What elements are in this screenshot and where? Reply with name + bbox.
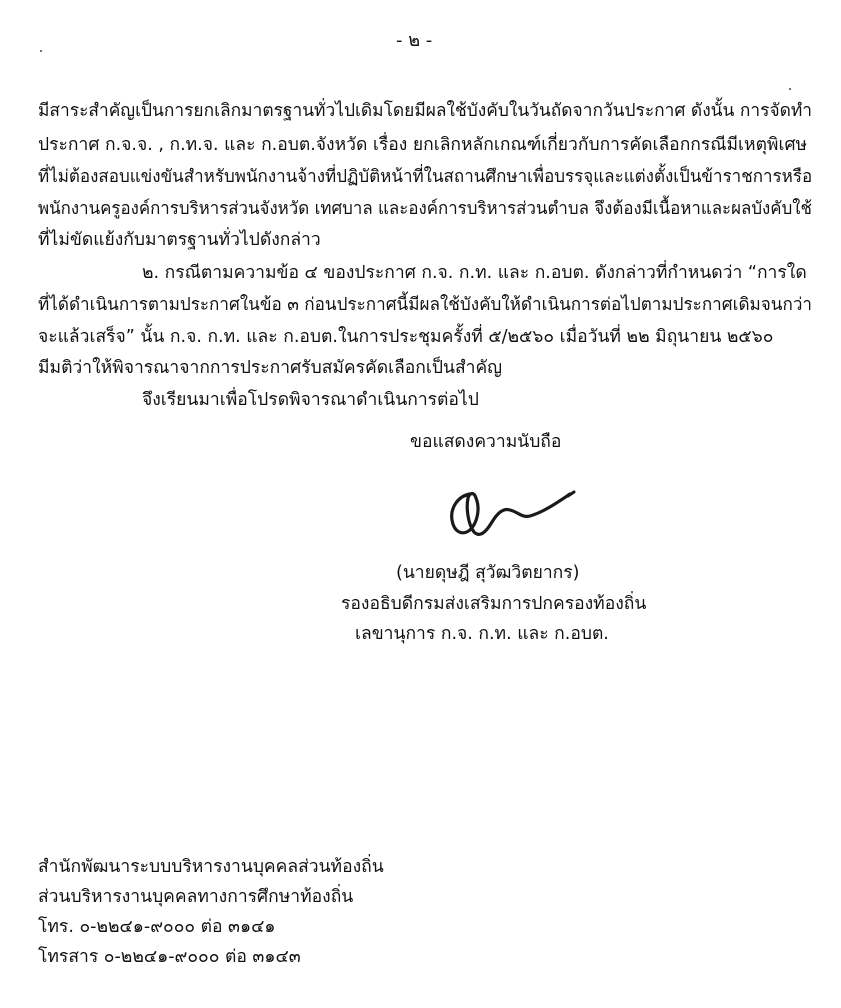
signer-name: (นายดุษฎี สุวัฒวิตยากร): [396, 563, 580, 583]
contact-fax: โทรสาร ๐-๒๒๔๑-๙๐๐๐ ต่อ ๓๑๔๓: [38, 947, 301, 967]
salutation: ขอแสดงความนับถือ: [410, 432, 562, 452]
paragraph-1-line: ที่ไม่ขัดแย้งกับมาตรฐานทั่วไปดังกล่าว: [38, 230, 321, 250]
closing-request: จึงเรียนมาเพื่อโปรดพิจารณาดำเนินการต่อไป: [142, 390, 479, 410]
paragraph-2-line: มีมติว่าให้พิจารณาจากการประกาศรับสมัครคัดเลือกเป็นสำคัญ: [38, 358, 503, 378]
paragraph-1-line: ประกาศ ก.จ.จ. , ก.ท.จ. และ ก.อบต.จังหวัด เรื่อง ยกเลิกหลักเกณฑ์เกี่ยวกับการคัดเลือกกรณีมีเหตุพิเศษ: [38, 135, 808, 155]
paragraph-2-line: ที่ได้ดำเนินการตามประกาศในข้อ ๓ ก่อนประกาศนี้มีผลใช้บังคับให้ดำเนินการต่อไปตามประกาศเดิมจนกว่า: [38, 295, 812, 315]
signer-position: รองอธิบดีกรมส่งเสริมการปกครองท้องถิ่น: [341, 594, 647, 614]
handwritten-signature: [440, 478, 580, 550]
scan-speck: [789, 88, 791, 90]
contact-office: สำนักพัฒนาระบบบริหารงานบุคคลส่วนท้องถิ่น: [38, 857, 384, 877]
paragraph-1-line: พนักงานครูองค์การบริหารส่วนจังหวัด เทศบาล และองค์การบริหารส่วนตำบล จึงต้องมีเนื้อหาและผลบังคับใช้: [38, 199, 812, 219]
page-number: - ๒ -: [396, 30, 433, 51]
paragraph-2-line: จะแล้วเสร็จ” นั้น ก.จ. ก.ท. และ ก.อบต.ในการประชุมครั้งที่ ๕/๒๕๖๐ เมื่อวันที่ ๒๒ มิถุนายน ๒๕๖๐: [38, 327, 774, 347]
paragraph-1-line: มีสาระสำคัญเป็นการยกเลิกมาตรฐานทั่วไปเดิมโดยมีผลใช้บังคับในวันถัดจากวันประกาศ ดังนั้น การจัดทำ: [38, 101, 813, 121]
paragraph-1-line: ที่ไม่ต้องสอบแข่งขันสำหรับพนักงานจ้างที่ปฏิบัติหน้าที่ในสถานศึกษาเพื่อบรรจุและแต่งตั้งเป็นข้าราชการหรือ: [38, 167, 813, 187]
signer-role: เลขานุการ ก.จ. ก.ท. และ ก.อบต.: [355, 624, 609, 644]
contact-division: ส่วนบริหารงานบุคคลทางการศึกษาท้องถิ่น: [38, 887, 354, 907]
paragraph-2-line: ๒. กรณีตามความข้อ ๔ ของประกาศ ก.จ. ก.ท. และ ก.อบต. ดังกล่าวที่กำหนดว่า “การใด: [142, 263, 807, 283]
scan-speck: [40, 50, 42, 52]
contact-phone: โทร. ๐-๒๒๔๑-๙๐๐๐ ต่อ ๓๑๔๑: [38, 917, 276, 937]
